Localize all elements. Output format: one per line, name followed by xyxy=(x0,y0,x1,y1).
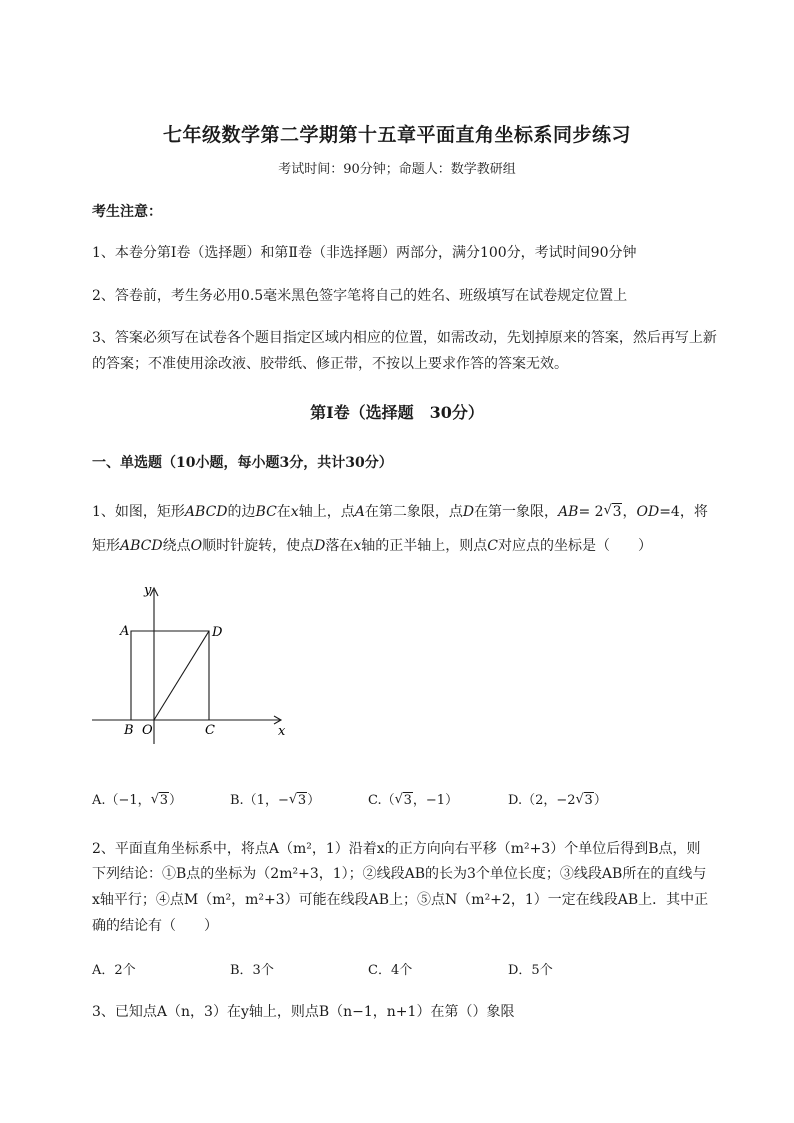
q1-option-a[interactable]: A.（−1，√ 3） xyxy=(92,789,182,808)
label-a: A xyxy=(120,624,130,639)
notice-item-1: 1、本卷分第Ⅰ卷（选择题）和第Ⅱ卷（非选择题）两部分，满分100分，考试时间90分钟 xyxy=(92,245,637,261)
sqrt-symbol: √ 3 xyxy=(289,793,307,808)
q1-line-1: 1、如图，矩形ABCD的边BC在x轴上，点A在第二象限，点D在第一象限，AB= 2√ 3，OD=4，将 xyxy=(92,501,708,521)
q1-option-b[interactable]: B.（1，−√ 3） xyxy=(230,789,320,808)
q2-option-b[interactable]: B．3个 xyxy=(230,963,274,978)
notice-item-3: 3、答案必须写在试卷各个题目指定区域内相应的位置，如需改动，先划掉原来的答案，然后再写上新 xyxy=(92,330,717,346)
label-o: O xyxy=(142,723,153,738)
sqrt-symbol: √ 3 xyxy=(151,793,169,808)
q2-line-3: x轴平行；④点M（m²，m²+3）可能在线段AB上；⑤点N（m²+2，1）一定在线段AB上．其中正 xyxy=(92,892,709,908)
notice-item-3-cont: 的答案；不准使用涂改液、胶带纸、修正带，不按以上要求作答的答案无效。 xyxy=(92,356,568,372)
label-y: y xyxy=(144,583,152,598)
section-title: 第Ⅰ卷（选择题 30分） xyxy=(310,403,484,422)
label-x: x xyxy=(278,724,286,739)
q2-option-c[interactable]: C．4个 xyxy=(368,963,413,978)
q3-line-1: 3、已知点A（n，3）在y轴上，则点B（n−1，n+1）在第（）象限 xyxy=(92,1004,515,1020)
label-c: C xyxy=(205,723,215,738)
q1-option-d[interactable]: D.（2，−2√ 3） xyxy=(508,789,607,808)
part-heading: 一、单选题（10小题，每小题3分，共计30分） xyxy=(92,455,393,471)
segment-od xyxy=(154,631,209,720)
notice-item-2: 2、答卷前，考生务必用0.5毫米黑色签字笔将自己的姓名、班级填写在试卷规定位置上 xyxy=(92,288,628,304)
label-d: D xyxy=(212,625,223,640)
exam-title: 七年级数学第二学期第十五章平面直角坐标系同步练习 xyxy=(162,124,631,146)
notice-heading: 考生注意： xyxy=(92,204,162,220)
q2-line-1: 2、平面直角坐标系中，将点A（m²，1）沿着x的正方向向右平移（m²+3）个单位后得到B点，则 xyxy=(92,841,701,857)
sqrt-symbol: √ 3 xyxy=(604,504,623,520)
q2-option-a[interactable]: A．2个 xyxy=(92,963,136,978)
q1-line-2: 矩形ABCD绕点O顺时针旋转，使点D落在x轴的正半轴上，则点C对应点的坐标是（ ） xyxy=(92,538,652,554)
q1-coordinate-figure xyxy=(88,574,298,744)
exam-subtitle: 考试时间：90分钟；命题人：数学教研组 xyxy=(278,162,516,177)
label-b: B xyxy=(124,723,134,738)
sqrt-symbol: √ 3 xyxy=(395,793,413,808)
sqrt-symbol: √ 3 xyxy=(576,793,594,808)
q2-option-d[interactable]: D．5个 xyxy=(508,963,553,978)
q1-option-c[interactable]: C.（√ 3，−1） xyxy=(368,789,458,808)
rectangle-abcd xyxy=(131,631,209,720)
q2-line-4: 确的结论有（ ） xyxy=(92,918,218,934)
q2-line-2: 下列结论：①B点的坐标为（2m²+3，1）；②线段AB的长为3个单位长度；③线段AB所在的直线与 xyxy=(92,866,707,882)
